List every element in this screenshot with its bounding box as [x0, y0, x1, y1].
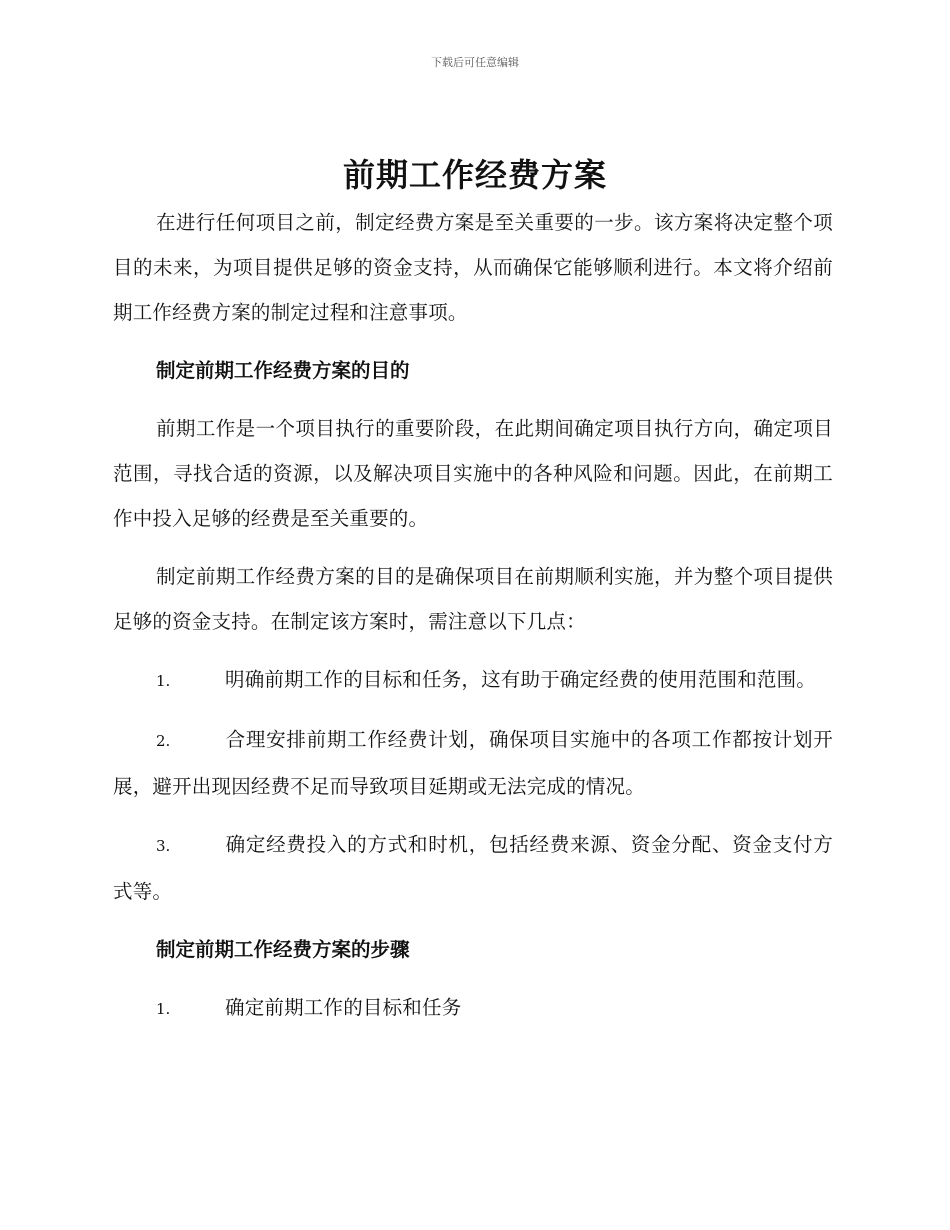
header-note: 下载后可任意编辑 [431, 56, 519, 69]
list-item [113, 822, 833, 914]
list-item-number: 1. [156, 672, 171, 690]
list-item-number: 1. [156, 1000, 171, 1018]
document-body [113, 200, 833, 1032]
document-title: 前期工作经费方案 [342, 156, 607, 194]
list-item-text: 明确前期工作的目标和任务，这有助于确定经费的使用范围和范围。 [225, 668, 817, 691]
list-item [113, 985, 833, 1032]
intro-paragraph: 在进行任何项目之前，制定经费方案是至关重要的一步。该方案将决定整个项目的未来，为项目提供足够的资金支持，从而确保它能够顺利进行。本文将介绍前期工作经费方案的制定过程和注意事项。 [113, 211, 833, 324]
list-item-text: 确定前期工作的目标和任务 [225, 996, 462, 1019]
list-item-text: 合理安排前期工作经费计划，确保项目实施中的各项工作都按计划开展，避开出现因经费不足而导致项目延期或无法完成的情况。 [113, 728, 833, 798]
list-item [113, 657, 833, 704]
list-item-text: 确定经费投入的方式和时机，包括经费来源、资金分配、资金支付方式等。 [113, 833, 833, 903]
purpose-paragraph-1: 前期工作是一个项目执行的重要阶段，在此期间确定项目执行方向，确定项目范围，寻找合适的资源，以及解决项目实施中的各种风险和问题。因此，在前期工作中投入足够的经费是至关重要的。 [113, 417, 833, 530]
section-heading-purpose: 制定前期工作经费方案的目的 [156, 359, 410, 382]
section-heading-steps: 制定前期工作经费方案的步骤 [156, 938, 410, 961]
list-item-number: 3. [156, 837, 171, 855]
list-item [113, 717, 833, 809]
list-item-number: 2. [156, 732, 171, 750]
purpose-paragraph-2: 制定前期工作经费方案的目的是确保项目在前期顺利实施，并为整个项目提供足够的资金支持。在制定该方案时，需注意以下几点： [113, 565, 833, 633]
